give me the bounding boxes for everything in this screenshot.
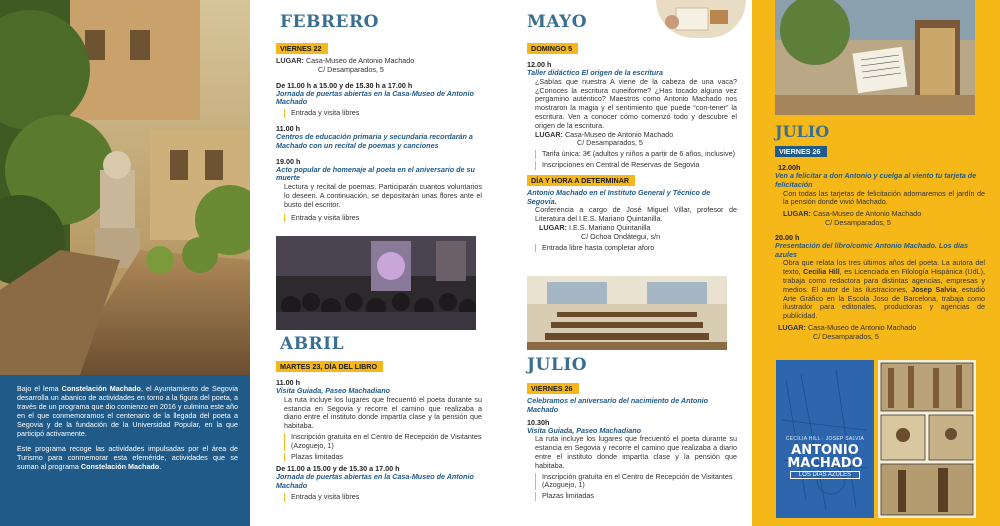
febrero-date-tag: VIERNES 22 xyxy=(276,43,328,54)
intro-p2-bold: Constelación Machado xyxy=(80,462,160,471)
abril-ev2-time: De 11.00 a 15.00 y de 15.30 a 17.00 h xyxy=(276,464,400,474)
julio-col4-desc-author: Cecilia Hill xyxy=(803,267,840,277)
month-febrero: FEBRERO xyxy=(280,12,379,32)
julio-col3-ev2-desc: La ruta incluye los lugares que frecuentó el poeta durante su estancia en Segovia y recorre el camino que realizaba a diario entre el instituto donde impartía clase y la pensión que habitaba. xyxy=(535,434,737,470)
julio-col4-desc-illustrator: Josep Salvia xyxy=(911,284,957,294)
intro-p1-post: , el Ayuntamiento de Segovia desarrolla un abanico de actividades en torno a la figura del poeta, a través de un programa que dio comienzo en 2016 y culmina este año en el que conmemoramos el centenario de la llegada del poeta a Segovia y de la fundación de la Universidad Popular, en la que participó activamente. xyxy=(17,384,238,438)
abril-ev2-note: Entrada y visita libres xyxy=(284,493,482,502)
mayo-ev2-desc: Conferencia a cargo de José Miguel Villar, profesor de Literatura del I.E.S. Mariano Quintanilla. xyxy=(535,205,737,224)
lugar-label: LUGAR: xyxy=(276,56,304,65)
book-title-1: ANTONIO xyxy=(791,443,859,458)
month-julio-col4: JULIO xyxy=(775,122,830,141)
julio-col3-ev2-note2: Plazas limitadas xyxy=(535,492,737,501)
febrero-ev3-time: 19.00 h xyxy=(276,156,301,166)
julio-col4-ev1-title: Ven a felicitar a don Antonio y cuelga al viento tu tarjeta de felicitación xyxy=(775,171,977,189)
abril-date-tag: MARTES 23, DÍA DEL LIBRO xyxy=(276,361,383,372)
julio-col4-ev2-lugar-address xyxy=(775,333,985,342)
julio-col4-ev1-time: 12.00h xyxy=(778,163,801,172)
event-crowd-photo xyxy=(276,236,476,330)
abril-ev1-title: Visita Guiada, Paseo Machadiano xyxy=(276,386,390,395)
julio-col3-date-tag: VIERNES 26 xyxy=(527,383,579,394)
julio-col4-date-tag: VIERNES 26 xyxy=(775,146,827,157)
garden-photo xyxy=(0,0,250,375)
julio-col4-lugar-line1: Casa-Museo de Antonio Machado xyxy=(812,209,922,219)
classroom-photo xyxy=(527,276,727,350)
julio-col4-lugar-line2: C/ Desamparados, 5 xyxy=(825,217,891,227)
mayo-ev1-desc: ¿Sabías que nuestra A viene de la cabeza de una vaca? ¿Conoces la escritura cuneiforme? ¿Has tocado alguna vez pergamino auténtico? Maestros como Antonio Machado nos mostraron la magia y el sentimiento que puede “con-tener” la escritura. Ven a conocer cómo comenzó todo y descubre el origen de la escritura. xyxy=(535,76,737,130)
book-subtitle: LOS DÍAS AZULES xyxy=(790,471,860,479)
mayo-date-tag: DOMINGO 5 xyxy=(527,43,578,54)
julio-col4-ev2-lugar xyxy=(775,324,985,333)
julio-col4-ev1-lugar-address xyxy=(775,219,985,228)
julio-col3-ev1-title: Celebramos el aniversario del nacimiento de Antonio Machado xyxy=(527,396,709,414)
left-panel xyxy=(0,0,250,526)
julio-col4-ev2-lugar-label: LUGAR: xyxy=(778,322,806,332)
julio-col4-desc-pre: Obra que relata los tres últimos años del poeta. La autora del texto, xyxy=(783,258,985,277)
julio-col4-ev1-desc: Con todas las tarjetas de felicitación adornaremos el jardín de la pensión donde vivió Machado. xyxy=(783,188,985,207)
lugar-line2: C/ Desamparados, 5 xyxy=(318,64,384,74)
mayo-lugar-label: LUGAR: xyxy=(535,129,563,139)
mayo-lugar-line1: Casa-Museo de Antonio Machado xyxy=(564,129,674,139)
mayo-section xyxy=(527,38,737,252)
intro-paragraph-2 xyxy=(17,444,238,471)
month-mayo: MAYO xyxy=(527,12,588,32)
abril-ev1-time: 11.00 h xyxy=(276,378,300,387)
julio-col4-ev2-lugar-line1: Casa-Museo de Antonio Machado xyxy=(807,322,917,332)
febrero-section xyxy=(276,38,482,222)
julio-col4-desc-mid: , es Licenciada en Filología Hispánica (UdL), trabaja como redactora para distintas agencias, empresas y medios. El autor de las ilustraciones, xyxy=(783,267,985,294)
intro-p1-pre: Bajo el lema xyxy=(17,384,62,393)
intro-p2-post: . xyxy=(159,462,162,471)
intro-paragraph-1 xyxy=(17,384,238,438)
abril-ev2-title: Jornada de puertas abiertas en la Casa-Museo de Antonio Machado xyxy=(276,472,474,491)
julio-col4-ev2-title: Presentación del libro/comic Antonio Machado. Los días azules xyxy=(775,240,969,259)
mayo-ev1-lugar-address xyxy=(527,139,737,148)
mayo-ev2-lugar-line1: I.E.S. Mariano Quintanilla xyxy=(568,222,651,232)
mayo-ev2-note: Entrada libre hasta completar aforo xyxy=(535,244,737,253)
febrero-ev3-desc: Lectura y recital de poemas. Participarán cuantos voluntarios lo deseen. A continuación, se depositarán unas flores ante el busto del escritor. xyxy=(284,182,482,209)
intro-text xyxy=(0,375,250,526)
abril-ev1-note1: Inscripción gratuita en el Centro de Recepción de Visitantes (Azoguejo, 1) xyxy=(284,433,482,451)
mayo-ev2-lugar-label: LUGAR: xyxy=(539,222,567,232)
book-title-2: MACHADO xyxy=(787,456,863,471)
julio-col4-lugar-label: LUGAR: xyxy=(783,209,811,219)
febrero-ev2-title: Centros de educación primaria y secundaria recordarán a Machado con un recital de poemas y canciones xyxy=(276,131,473,150)
julio-col3-ev2-title: Visita Guiada, Paseo Machadiano xyxy=(527,425,641,435)
febrero-ev2-time: 11.00 h xyxy=(276,123,300,133)
julio-col3-ev2-note1: Inscripción gratuita en el Centro de Recepción de Visitantes (Azoguejo, 1) xyxy=(535,473,737,491)
comic-page xyxy=(878,360,976,518)
abril-ev1-desc: La ruta incluye los lugares que frecuentó el poeta durante su estancia en Segovia y recorre el camino que realizaba a diario entre el instituto donde impartía clase y la pensión que habitaba. xyxy=(284,394,482,431)
febrero-ev1-note: Entrada y visita libres xyxy=(284,109,482,118)
julio-col4-ev2-desc xyxy=(775,259,985,321)
intro-p2-pre: Este programa recoge las actividades impulsadas por el área de Turismo para conmemorar esta efeméride, actividades que se suman al programa xyxy=(17,444,238,471)
mayo-ev2-lugar-address xyxy=(527,233,737,242)
abril-ev1-note2: Plazas limitadas xyxy=(284,453,482,462)
month-abril: ABRIL xyxy=(280,334,345,354)
mayo-ev1-note1: Tarifa única: 3€ (adultos y niños a partir de 6 años, inclusive) xyxy=(535,150,737,159)
julio-col4-section xyxy=(775,122,985,342)
card-wall-photo xyxy=(775,0,975,115)
julio-col3-section xyxy=(527,378,737,501)
julio-col4-ev2-time: 20.00 h xyxy=(775,232,800,242)
mayo-ev2-lugar-line2: C/ Ochoa Ondátegui, s/n xyxy=(581,231,661,241)
julio-col4-ev2-lugar-line2: C/ Desamparados, 5 xyxy=(813,331,879,341)
julio-col3-ev2-time: 10.30h xyxy=(527,417,550,427)
lugar-line1: Casa-Museo de Antonio Machado xyxy=(305,56,415,65)
abril-section xyxy=(276,356,482,502)
month-julio-col3: JULIO xyxy=(527,355,588,375)
mayo-ev1-note2: Inscripciones en Central de Reservas de Segovia xyxy=(535,161,737,170)
febrero-ev3-title: Acto popular de homenaje al poeta en el aniversario de su muerte xyxy=(276,164,475,183)
writing-workshop-photo xyxy=(656,0,746,38)
book-cover xyxy=(776,360,874,518)
mayo-ev2-title: Antonio Machado en el Instituto General y Técnico de Segovia. xyxy=(527,187,711,206)
julio-col4-desc-post: , estudió Arte Gráfico en la Escola Joso de Barcelona, trabaja como ilustrador para editoriales, productoras y agencias de publicidad. xyxy=(783,284,985,321)
mayo-ev1-time: 12.00 h xyxy=(527,60,552,69)
mayo-date2-tag: DÍA Y HORA A DETERMINAR xyxy=(527,175,635,186)
febrero-ev1-title: Jornada de puertas abiertas en la Casa-Museo de Antonio Machado xyxy=(276,88,474,107)
book-authors: CECILIA HILL · JOSEP SALVIA xyxy=(785,436,865,442)
febrero-ev3-note: Entrada y visita libres xyxy=(284,214,482,223)
febrero-lugar-address xyxy=(276,66,482,75)
mayo-lugar-line2: C/ Desamparados, 5 xyxy=(577,138,643,148)
mayo-ev1-title: Taller didáctico El origen de la escritura xyxy=(527,68,663,77)
intro-p1-bold: Constelación Machado xyxy=(61,384,141,393)
febrero-ev1-time: De 11.00 h a 15.00 y de 15.30 h a 17.00 h xyxy=(276,80,413,90)
